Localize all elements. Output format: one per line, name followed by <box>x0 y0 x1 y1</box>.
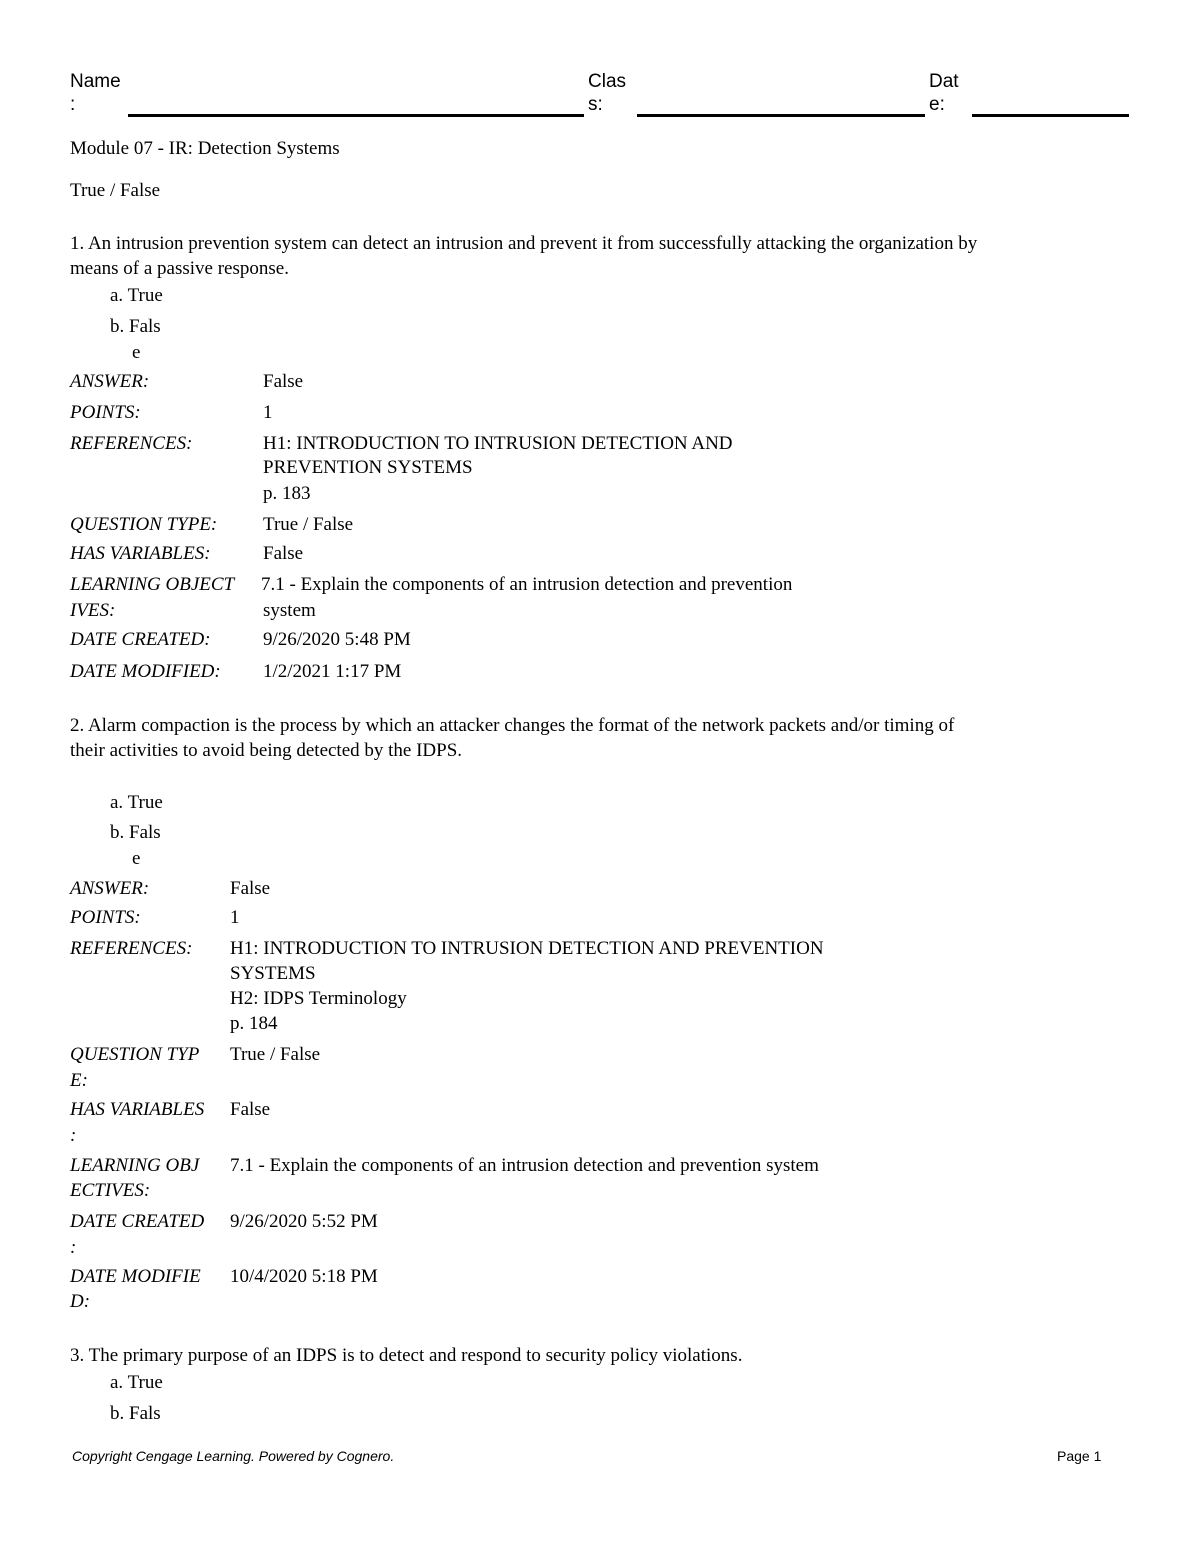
question-3-option-a[interactable]: a. True <box>110 1372 163 1393</box>
q1-references-line2: PREVENTION SYSTEMS <box>263 457 473 478</box>
q2-learning-objectives-label-line1: LEARNING OBJ <box>70 1155 200 1176</box>
question-1-text-line2: means of a passive response. <box>70 258 289 279</box>
q2-question-type-label-line2: E: <box>70 1070 88 1091</box>
q1-points-label: POINTS: <box>70 402 141 423</box>
date-field-line[interactable] <box>972 114 1129 117</box>
footer-copyright: Copyright Cengage Learning. Powered by Cognero. <box>72 1448 395 1464</box>
q1-has-variables-label: HAS VARIABLES: <box>70 543 211 564</box>
q1-learning-objectives-line2: system <box>263 600 316 621</box>
q2-references-line1: H1: INTRODUCTION TO INTRUSION DETECTION AND PREVENTION <box>230 938 824 959</box>
q2-answer-label: ANSWER: <box>70 878 150 899</box>
q2-has-variables-label-line2: : <box>70 1125 77 1146</box>
question-1-option-a[interactable]: a. True <box>110 285 163 306</box>
module-title: Module 07 - IR: Detection Systems <box>70 138 340 159</box>
q1-references-line3: p. 183 <box>263 483 311 504</box>
date-label-line1: Dat <box>929 71 959 92</box>
question-2-text-line2: their activities to avoid being detected by the IDPS. <box>70 740 463 761</box>
q1-question-type-label: QUESTION TYPE: <box>70 514 218 535</box>
question-3-text: 3. The primary purpose of an IDPS is to detect and respond to security policy violations. <box>70 1345 743 1366</box>
q1-answer-value: False <box>263 371 304 392</box>
q2-points-label: POINTS: <box>70 907 141 928</box>
q2-references-line4: p. 184 <box>230 1013 278 1034</box>
footer-page-number: Page 1 <box>1057 1448 1102 1464</box>
q1-points-value: 1 <box>263 402 273 423</box>
q1-date-created-value: 9/26/2020 5:48 PM <box>263 629 411 650</box>
q2-has-variables-label-line1: HAS VARIABLES <box>70 1099 205 1120</box>
question-2-option-a[interactable]: a. True <box>110 792 163 813</box>
question-3-option-b[interactable]: b. Fals <box>110 1403 161 1424</box>
q2-references-line3: H2: IDPS Terminology <box>230 988 407 1009</box>
q2-learning-objectives-label-line2: ECTIVES: <box>70 1180 151 1201</box>
name-label-line2: : <box>70 94 76 115</box>
class-label-line2: s: <box>588 94 603 115</box>
q2-answer-value: False <box>230 878 271 899</box>
q1-learning-objectives-line1: 7.1 - Explain the components of an intrusion detection and prevention <box>261 574 793 595</box>
q2-question-type-value: True / False <box>230 1044 321 1065</box>
q1-has-variables-value: False <box>263 543 304 564</box>
question-2-option-b-wrap: e <box>132 848 141 869</box>
q1-date-created-label: DATE CREATED: <box>70 629 211 650</box>
q2-learning-objectives-value: 7.1 - Explain the components of an intrusion detection and prevention system <box>230 1155 819 1176</box>
question-1-option-b-wrap: e <box>132 342 141 363</box>
q2-points-value: 1 <box>230 907 240 928</box>
question-2-text-line1: 2. Alarm compaction is the process by which an attacker changes the format of the network packets and/or timing of <box>70 715 955 736</box>
q1-question-type-value: True / False <box>263 514 354 535</box>
class-field-line[interactable] <box>637 114 925 117</box>
class-label-line1: Clas <box>588 71 627 92</box>
question-1-text-line1: 1. An intrusion prevention system can detect an intrusion and prevent it from successfully attacking the organization by <box>70 233 978 254</box>
q2-date-modified-value: 10/4/2020 5:18 PM <box>230 1266 378 1287</box>
q2-date-created-value: 9/26/2020 5:52 PM <box>230 1211 378 1232</box>
q2-date-created-label-line1: DATE CREATED <box>70 1211 205 1232</box>
question-1-option-b[interactable]: b. Fals <box>110 316 161 337</box>
q1-date-modified-value: 1/2/2021 1:17 PM <box>263 661 402 682</box>
q2-date-modified-label-line2: D: <box>70 1291 91 1312</box>
name-label-line1: Name <box>70 71 121 92</box>
q1-learning-objectives-label-line2: IVES: <box>70 600 116 621</box>
q2-references-line2: SYSTEMS <box>230 963 316 984</box>
section-heading: True / False <box>70 180 161 201</box>
date-label-line2: e: <box>929 94 945 115</box>
q1-date-modified-label: DATE MODIFIED: <box>70 661 221 682</box>
question-2-option-b[interactable]: b. Fals <box>110 822 161 843</box>
q1-answer-label: ANSWER: <box>70 371 150 392</box>
q1-learning-objectives-label-line1: LEARNING OBJECT <box>70 574 235 595</box>
q1-references-label: REFERENCES: <box>70 433 193 454</box>
q2-date-created-label-line2: : <box>70 1237 77 1258</box>
q2-date-modified-label-line1: DATE MODIFIE <box>70 1266 201 1287</box>
name-field-line[interactable] <box>128 114 584 117</box>
q2-has-variables-value: False <box>230 1099 271 1120</box>
q2-references-label: REFERENCES: <box>70 938 193 959</box>
q1-references-line1: H1: INTRODUCTION TO INTRUSION DETECTION AND <box>263 433 733 454</box>
q2-question-type-label-line1: QUESTION TYP <box>70 1044 200 1065</box>
